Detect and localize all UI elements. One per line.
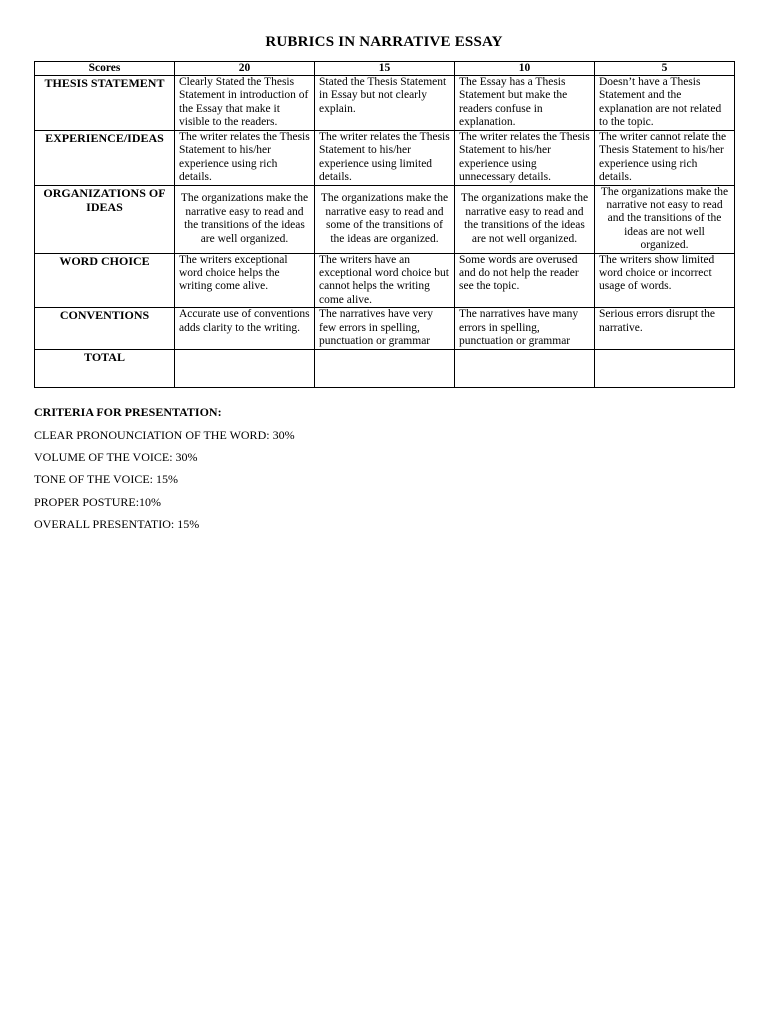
- rubric-cell: The organizations make the narrative easy to read and the transitions of the ideas are not well organized.: [455, 185, 595, 253]
- table-row: [35, 131, 735, 186]
- table-row: [35, 253, 735, 308]
- rubric-cell: The writers exceptional word choice helps the writing come alive.: [175, 253, 315, 308]
- header-score-15: 15: [315, 62, 455, 76]
- header-score-5: 5: [595, 62, 735, 76]
- criteria-item: OVERALL PRESENTATIO: 15%: [34, 516, 200, 531]
- rubric-cell: The narratives have very few errors in spelling, punctuation or grammar: [315, 308, 455, 349]
- criteria-item: PROPER POSTURE:10%: [34, 494, 162, 509]
- rubric-cell: The Essay has a Thesis Statement but make the readers confuse in explanation.: [455, 76, 595, 131]
- rubric-cell: The organizations make the narrative not easy to read and the transitions of the ideas are not well organized.: [595, 185, 735, 253]
- rubric-cell: Some words are overused and do not help the reader see the topic.: [455, 253, 595, 308]
- criteria-item: TONE OF THE VOICE: 15%: [34, 472, 178, 487]
- table-row: [35, 76, 735, 131]
- rubric-cell: Serious errors disrupt the narrative.: [595, 308, 735, 349]
- rubric-table: [34, 61, 735, 388]
- rubric-cell: The writer cannot relate the Thesis Statement to his/her experience using rich details.: [595, 131, 735, 186]
- header-scores: Scores: [35, 62, 175, 76]
- rubric-cell: The narratives have many errors in spelling, punctuation or grammar: [455, 308, 595, 349]
- rubric-cell: Stated the Thesis Statement in Essay but not clearly explain.: [315, 76, 455, 131]
- rubric-cell: Clearly Stated the Thesis Statement in introduction of the Essay that make it visible to the readers.: [175, 76, 315, 131]
- header-score-10: 10: [455, 62, 595, 76]
- total-cell: [315, 349, 455, 387]
- criterion-label: CONVENTIONS: [35, 308, 175, 349]
- header-score-20: 20: [175, 62, 315, 76]
- total-cell: [595, 349, 735, 387]
- presentation-criteria: [34, 405, 295, 539]
- rubric-cell: The writer relates the Thesis Statement to his/her experience using rich details.: [175, 131, 315, 186]
- header-row: [35, 62, 735, 76]
- total-cell: [175, 349, 315, 387]
- total-cell: [455, 349, 595, 387]
- criterion-label: ORGANIZATIONS OF IDEAS: [35, 185, 175, 253]
- criterion-label: TOTAL: [35, 349, 175, 387]
- criterion-label: EXPERIENCE/IDEAS: [35, 131, 175, 186]
- table-row: [35, 185, 735, 253]
- rubric-cell: The writer relates the Thesis Statement to his/her experience using unnecessary details.: [455, 131, 595, 186]
- criteria-heading: CRITERIA FOR PRESENTATION:: [34, 405, 222, 419]
- rubric-cell: Doesn’t have a Thesis Statement and the explanation are not related to the topic.: [595, 76, 735, 131]
- criteria-item: VOLUME OF THE VOICE: 30%: [34, 450, 198, 465]
- rubric-cell: The writers have an exceptional word choice but cannot helps the writing come alive.: [315, 253, 455, 308]
- criteria-item: CLEAR PRONOUNCIATION OF THE WORD: 30%: [34, 428, 295, 442]
- total-row: [35, 349, 735, 387]
- table-row: [35, 308, 735, 349]
- criterion-label: WORD CHOICE: [35, 253, 175, 308]
- criterion-label: THESIS STATEMENT: [35, 76, 175, 131]
- rubric-cell: The writers show limited word choice or incorrect usage of words.: [595, 253, 735, 308]
- page-title: RUBRICS IN NARRATIVE ESSAY: [265, 34, 503, 50]
- rubric-cell: The organizations make the narrative easy to read and some of the transitions of the ideas are organized.: [315, 185, 455, 253]
- rubric-cell: The organizations make the narrative easy to read and the transitions of the ideas are well organized.: [175, 185, 315, 253]
- rubric-cell: Accurate use of conventions adds clarity to the writing.: [175, 308, 315, 349]
- rubric-cell: The writer relates the Thesis Statement to his/her experience using limited details.: [315, 131, 455, 186]
